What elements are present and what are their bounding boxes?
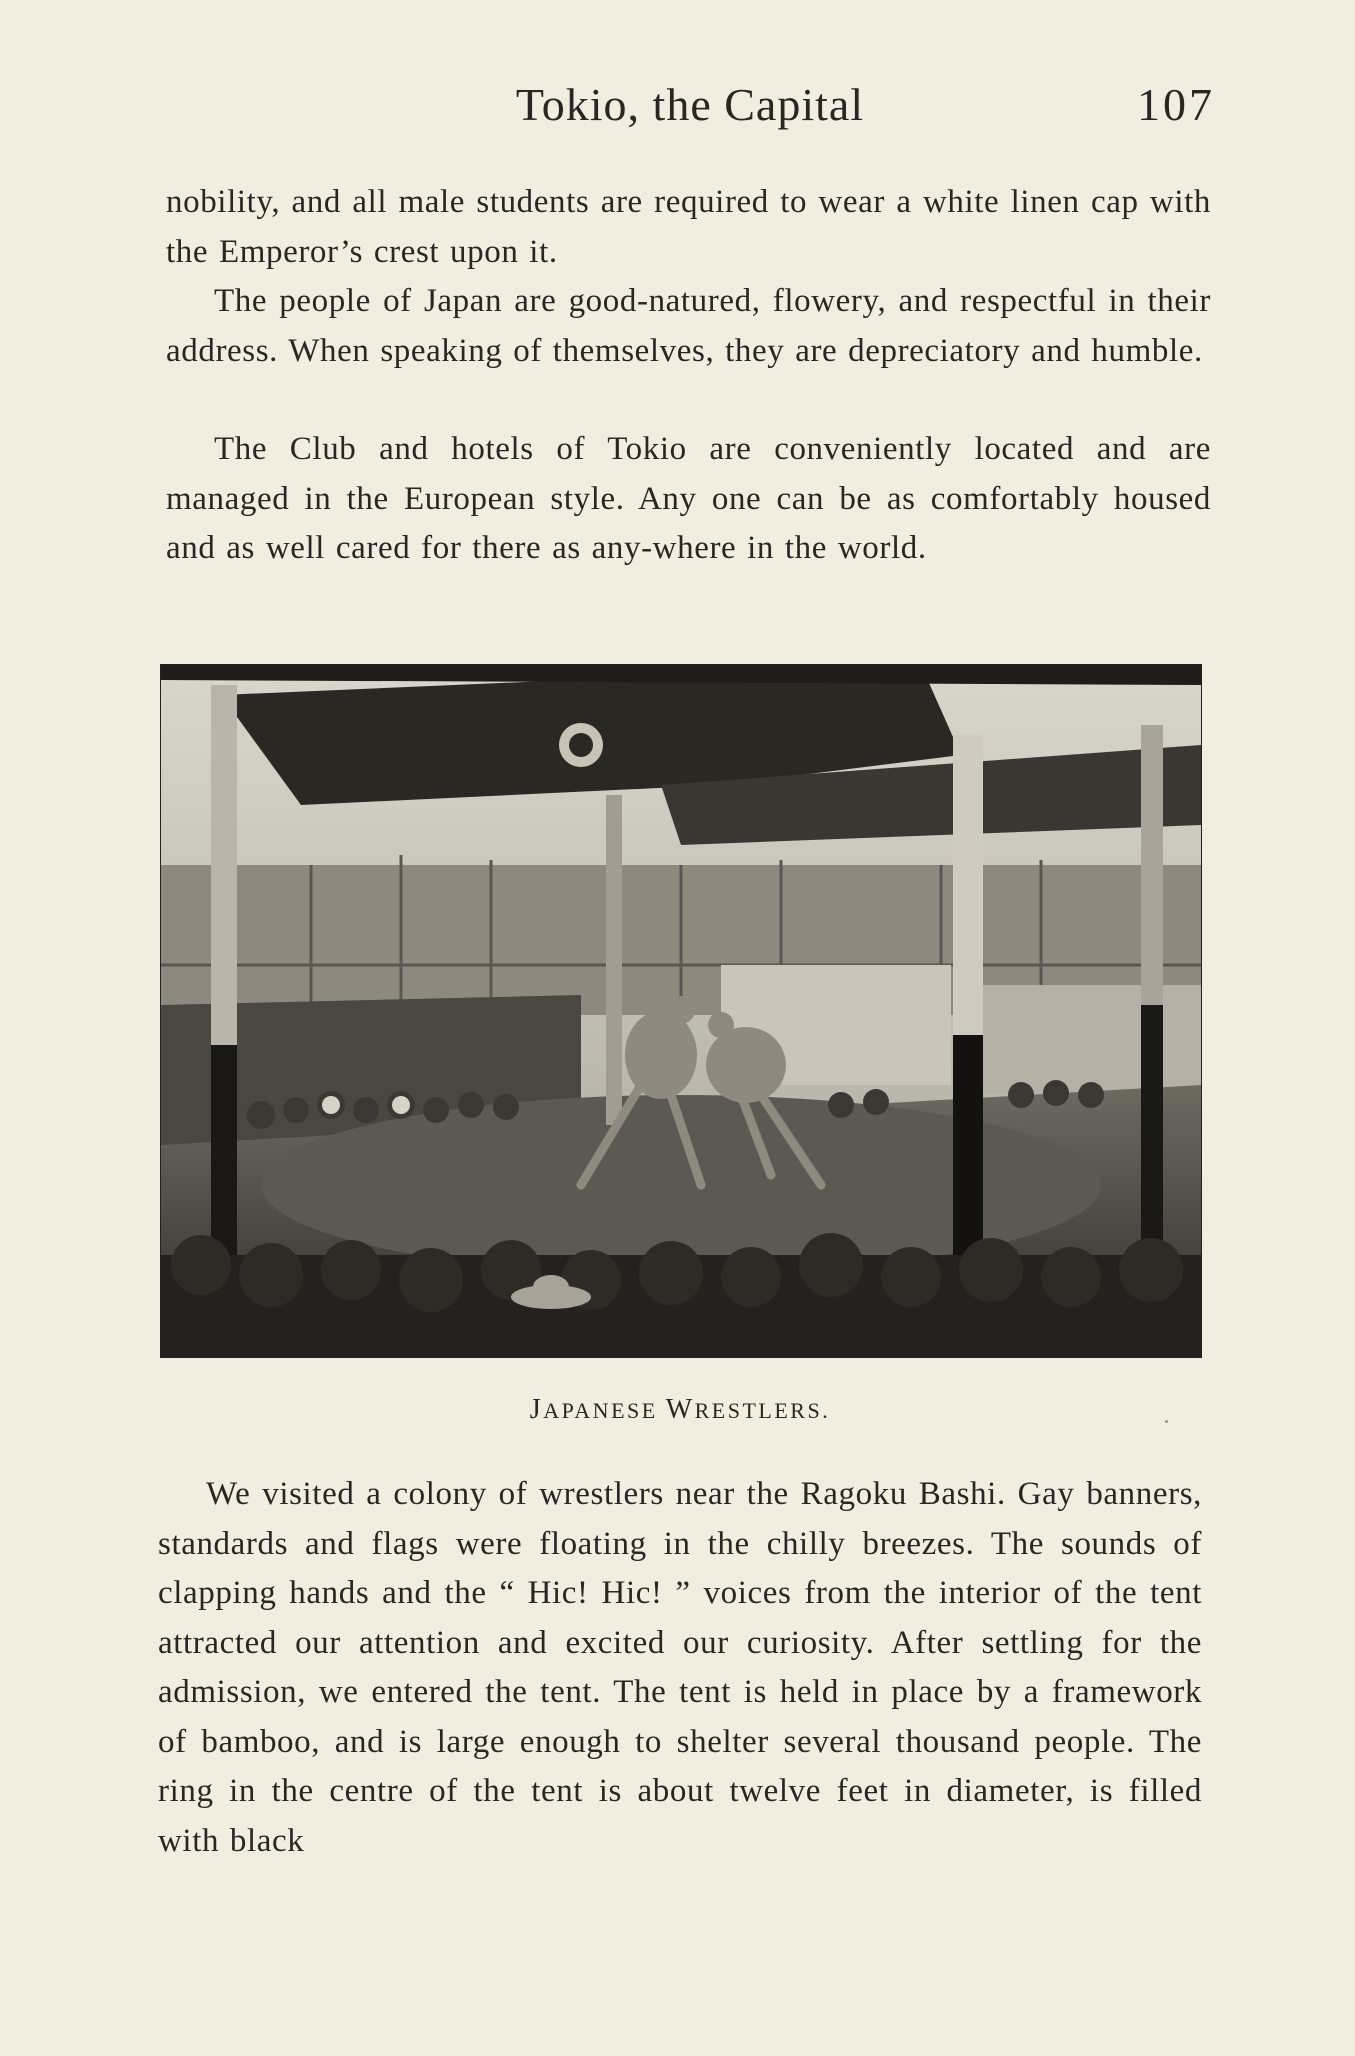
wrestlers-photograph — [160, 664, 1202, 1358]
running-title: Tokio, the Capital — [515, 79, 865, 130]
running-head — [165, 78, 1215, 138]
caption-initial-2: W — [665, 1394, 695, 1425]
paragraph-wrestlers-visit: We visited a colony of wrestlers near the Ragoku Bashi. Gay banners, standards and flags were floating in the chilly breezes. The sounds of clapping hands and the “ Hic! Hic! ” voices from the interior of the tent attracted our attention and excited our curiosity. After settling for the admission, we entered the tent. The tent is held in place by a framework of bamboo, and is large enough to shelter several thousand people. The ring in the centre of the tent is about twelve feet in diameter, is filled with black — [158, 1476, 1202, 1859]
caption-rest-1: APANESE — [543, 1398, 658, 1423]
paragraph-continued: nobility, and all male students are required to wear a white linen cap with the Emperor’s crest upon it. — [166, 184, 1211, 270]
caption-rest-2: RESTLERS. — [694, 1398, 831, 1423]
photo-caption — [160, 1394, 1200, 1426]
paper-speck — [1165, 1420, 1168, 1423]
page-number: 107 — [1137, 79, 1215, 130]
paragraph-people-of-japan: The people of Japan are good-natured, flowery, and respectful in their address. When speaking of themselves, they are depreciatory and humble. — [166, 283, 1211, 369]
caption-initial-1: J — [529, 1394, 544, 1425]
paragraph-club-and-hotels: The Club and hotels of Tokio are conveniently located and are managed in the European style. Any one can be as comfortably housed and as well cared for there as any-where in the world. — [166, 431, 1211, 566]
